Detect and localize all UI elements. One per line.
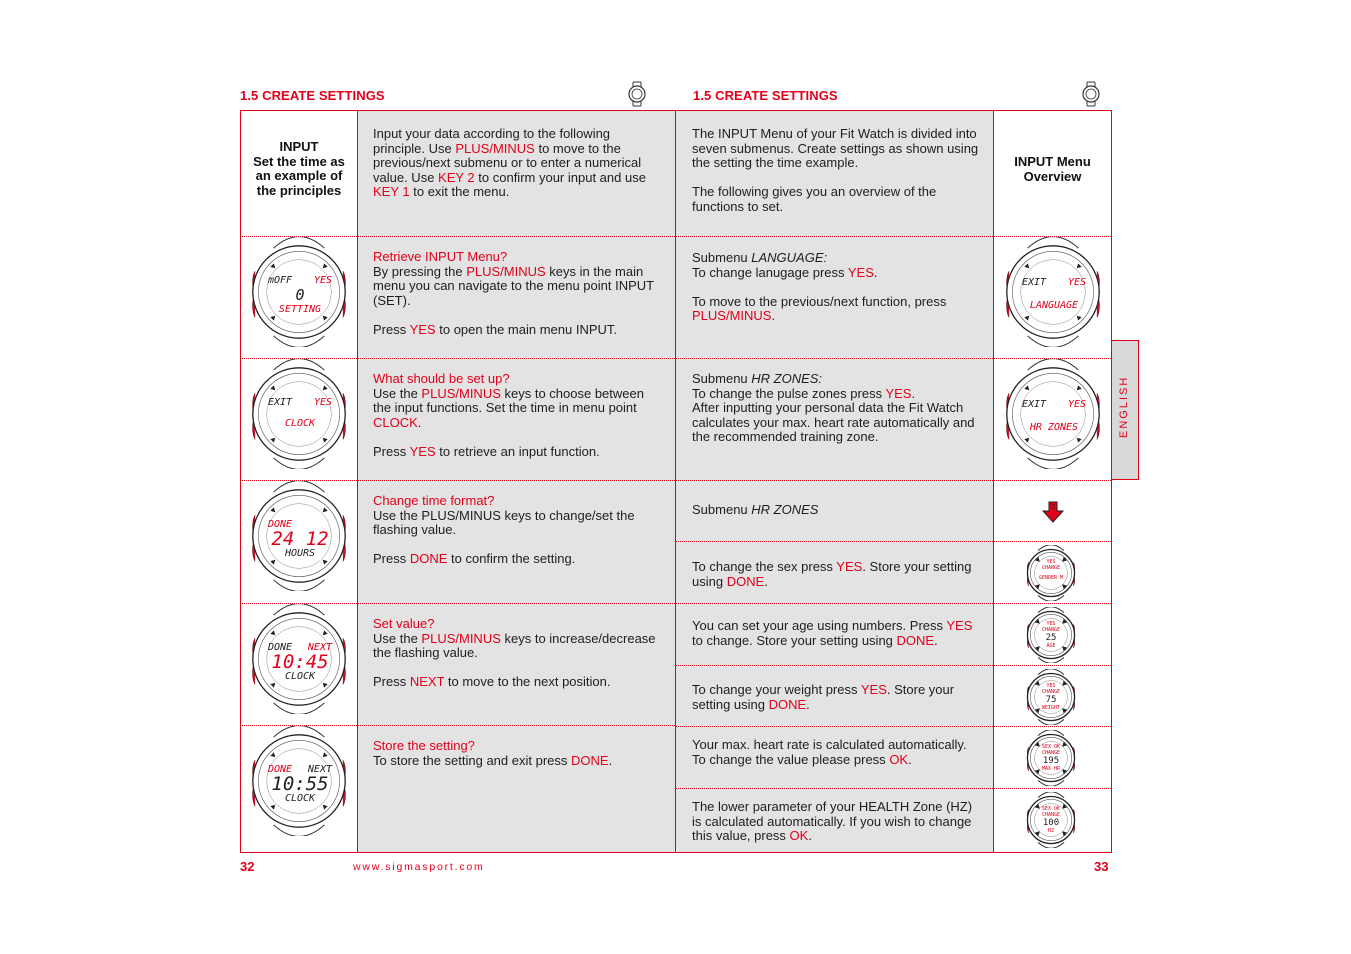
text-run: . bbox=[873, 264, 878, 280]
highlight-keyword: DONE bbox=[409, 551, 448, 567]
display-value: 0 bbox=[295, 286, 305, 304]
mini-watch-display bbox=[1036, 744, 1066, 772]
mini-display-top: YES bbox=[1046, 559, 1056, 565]
text-run: . bbox=[417, 414, 422, 430]
mini-display-bottom: AGE bbox=[1046, 643, 1056, 649]
watch-display bbox=[1022, 277, 1086, 311]
text-run: Your max. heart rate is calculated automatically. To change the value please press bbox=[692, 737, 967, 767]
mini-display-top: SEX OK bbox=[1041, 806, 1061, 812]
text-run: . bbox=[608, 752, 613, 768]
step-text bbox=[373, 494, 663, 567]
display-value: 10:45 bbox=[271, 651, 329, 673]
mini-display-line2: CHANGE bbox=[1041, 750, 1061, 756]
left-page-header: 1.5 CREATE SETTINGS bbox=[240, 88, 385, 103]
text-run: . bbox=[908, 751, 912, 767]
watch-display bbox=[268, 764, 332, 804]
display-left-label: EXIT bbox=[268, 397, 293, 408]
text-run: Press bbox=[373, 321, 410, 337]
step-title: What should be set up? bbox=[373, 371, 510, 386]
sidebar-label-input: INPUT Set the time as an example of the principles bbox=[253, 139, 345, 198]
text-run: . Store your setting using bbox=[692, 559, 972, 589]
display-right-label: YES bbox=[1067, 277, 1086, 288]
text-run: To change the sex press bbox=[692, 559, 837, 574]
mini-display-bottom: HZ bbox=[1047, 828, 1055, 834]
highlight-keyword: PLUS/MINUS bbox=[692, 308, 772, 324]
display-right-label: NEXT bbox=[307, 642, 332, 653]
text-run: . bbox=[911, 385, 916, 401]
intro-paragraph bbox=[373, 127, 663, 200]
text-run: Use the PLUS/MINUS keys to change/set the flashing value. bbox=[373, 507, 635, 538]
step-title: Set value? bbox=[373, 616, 435, 631]
mini-display-line2: CHANGE bbox=[1041, 565, 1061, 571]
mini-watch-display bbox=[1036, 559, 1066, 581]
language-tab-label: ENGLISH bbox=[1118, 375, 1130, 438]
display-bottom-label: SETTING bbox=[278, 304, 322, 315]
text-run: . bbox=[806, 696, 810, 712]
display-bottom-label: HOURS bbox=[284, 548, 316, 559]
highlight-keyword: DONE bbox=[726, 573, 765, 589]
mini-display-value: 25 bbox=[1045, 633, 1057, 643]
highlight-keyword: PLUS/MINUS bbox=[466, 263, 546, 279]
watch-illustration bbox=[244, 604, 354, 714]
mini-display-top: SEX OK bbox=[1041, 744, 1061, 750]
highlight-keyword: KEY 2 bbox=[438, 169, 475, 185]
submenu-text bbox=[692, 800, 982, 844]
display-bottom-label: LANGUAGE bbox=[1029, 300, 1079, 311]
text-run: to exit the menu. bbox=[409, 184, 510, 200]
step-text bbox=[373, 250, 663, 338]
text-run: The lower parameter of your HEALTH Zone (HZ) is calculated automatically. If you wish to change this value, press bbox=[692, 799, 973, 844]
watch-illustration bbox=[244, 726, 354, 836]
text-run: to confirm the setting. bbox=[447, 551, 576, 567]
text-run: To change the pulse zones press bbox=[692, 385, 886, 401]
watch-display bbox=[1022, 399, 1086, 433]
page-number-right: 33 bbox=[1094, 859, 1109, 874]
watch-outline-icon bbox=[627, 81, 647, 112]
highlight-keyword: DONE bbox=[768, 696, 807, 712]
mini-display-value: 195 bbox=[1042, 756, 1060, 766]
text-run: Submenu bbox=[692, 250, 752, 265]
mini-display-line2: CHANGE bbox=[1041, 627, 1061, 633]
text-run: . bbox=[764, 573, 768, 589]
text-run: to open the main menu INPUT. bbox=[435, 321, 617, 337]
text-run: Submenu bbox=[692, 371, 752, 386]
highlight-keyword: YES bbox=[885, 385, 912, 401]
mini-display-line2: CHANGE bbox=[1041, 812, 1061, 818]
mini-watch-display bbox=[1036, 621, 1066, 649]
submenu-text bbox=[692, 372, 982, 445]
highlight-keyword: OK bbox=[889, 751, 909, 767]
display-value: 10:55 bbox=[271, 773, 329, 795]
mini-display-bottom: GENDER M bbox=[1038, 575, 1064, 581]
mini-display-value: 100 bbox=[1042, 818, 1060, 828]
submenu-text bbox=[692, 560, 982, 589]
display-right-label: YES bbox=[313, 275, 332, 286]
text-run: HR ZONES: bbox=[751, 371, 823, 386]
display-left-label: DONE bbox=[268, 764, 293, 775]
highlight-keyword: YES bbox=[836, 559, 863, 574]
display-right-label: YES bbox=[1067, 399, 1086, 410]
text-run: to confirm your input and use bbox=[474, 169, 646, 185]
text-run: To change lanugage press bbox=[692, 264, 848, 280]
text-run: . Store your setting using bbox=[692, 682, 955, 712]
highlight-keyword: KEY 1 bbox=[373, 184, 410, 200]
text-run: LANGUAGE: bbox=[751, 250, 828, 265]
mini-watch-illustration bbox=[1023, 545, 1079, 601]
mini-watch-display bbox=[1036, 806, 1066, 834]
text-run: To move to the previous/next function, press bbox=[692, 293, 947, 309]
display-left-label: DONE bbox=[268, 642, 293, 653]
watch-illustration bbox=[998, 237, 1108, 347]
watch-display bbox=[268, 642, 332, 682]
display-bottom-label: CLOCK bbox=[284, 418, 316, 429]
highlight-keyword: CLOCK bbox=[373, 414, 418, 430]
mini-watch-illustration bbox=[1023, 730, 1079, 786]
text-run: to move to the previous/next submenu or to enter a numerical value. Use bbox=[373, 140, 642, 185]
mini-display-top: YES bbox=[1046, 621, 1056, 627]
highlight-keyword: OK bbox=[789, 828, 809, 844]
text-run: HR ZONES bbox=[751, 502, 819, 517]
mini-watch-display bbox=[1036, 683, 1066, 711]
step-title: Change time format? bbox=[373, 493, 495, 508]
text-run: Use the bbox=[373, 385, 422, 401]
text-run: By pressing the bbox=[373, 263, 467, 279]
step-text bbox=[373, 617, 663, 690]
text-run: to change. Store your setting using bbox=[692, 632, 897, 648]
submenu-text bbox=[692, 503, 982, 518]
highlight-keyword: YES bbox=[409, 443, 436, 459]
watch-illustration bbox=[998, 359, 1108, 469]
text-run: Submenu bbox=[692, 502, 752, 517]
highlight-keyword: PLUS/MINUS bbox=[421, 385, 501, 401]
mini-watch-illustration bbox=[1023, 607, 1079, 663]
step-title: Store the setting? bbox=[373, 738, 475, 753]
right-intro: The INPUT Menu of your Fit Watch is divided into seven submenus. Create settings as shown using the setting the time example. The following gives you an overview of the functions to set. bbox=[692, 126, 979, 214]
text-run: keys in the main menu you can navigate to the menu point INPUT (SET). bbox=[373, 263, 654, 308]
step-text bbox=[373, 739, 663, 768]
mini-display-value: 75 bbox=[1045, 695, 1057, 705]
display-left-label: DONE bbox=[268, 519, 293, 530]
text-run: To store the setting and exit press bbox=[373, 752, 571, 768]
watch-display bbox=[268, 275, 332, 315]
display-left-label: mOFF bbox=[268, 275, 293, 286]
right-page-header: 1.5 CREATE SETTINGS bbox=[693, 88, 838, 103]
submenu-text bbox=[692, 683, 982, 712]
submenu-text bbox=[692, 738, 982, 767]
text-run: keys to increase/decrease the flashing value. bbox=[373, 630, 656, 661]
highlight-keyword: PLUS/MINUS bbox=[421, 630, 501, 646]
highlight-keyword: DONE bbox=[571, 752, 609, 768]
footer-url[interactable]: www.sigmasport.com bbox=[353, 861, 485, 873]
mini-watch-illustration bbox=[1023, 792, 1079, 848]
text-run: You can set your age using numbers. Press bbox=[692, 618, 947, 633]
mini-display-line2: CHANGE bbox=[1041, 689, 1061, 695]
sidebar-label-overview: INPUT Menu Overview bbox=[1014, 154, 1091, 184]
watch-outline-icon bbox=[1081, 81, 1101, 112]
highlight-keyword: YES bbox=[946, 618, 973, 633]
watch-illustration bbox=[244, 481, 354, 591]
watch-illustration bbox=[244, 359, 354, 469]
display-right-label: NEXT bbox=[307, 764, 332, 775]
mini-display-bottom: WEIGHT bbox=[1041, 705, 1061, 711]
highlight-keyword: NEXT bbox=[409, 674, 445, 690]
mini-watch-illustration bbox=[1023, 669, 1079, 725]
display-value bbox=[268, 408, 332, 418]
step-title: Retrieve INPUT Menu? bbox=[373, 249, 508, 264]
text-run: . bbox=[808, 828, 812, 844]
watch-display bbox=[268, 397, 332, 429]
mini-display-top: YES bbox=[1046, 683, 1056, 689]
display-right-label: YES bbox=[313, 397, 332, 408]
highlight-keyword: YES bbox=[847, 264, 874, 280]
text-run: Press bbox=[373, 674, 410, 690]
display-bottom-label: CLOCK bbox=[284, 671, 316, 682]
submenu-text bbox=[692, 619, 982, 648]
text-run: Press bbox=[373, 551, 410, 567]
highlight-keyword: DONE bbox=[896, 632, 935, 648]
text-run: . bbox=[771, 308, 776, 324]
down-arrow-icon bbox=[1042, 501, 1064, 528]
text-run: Use the bbox=[373, 630, 422, 646]
highlight-keyword: YES bbox=[409, 321, 436, 337]
display-bottom-label: CLOCK bbox=[284, 793, 316, 804]
watch-illustration bbox=[244, 237, 354, 347]
text-run: Input your data according to the following principle. Use bbox=[373, 126, 611, 156]
page-number-left: 32 bbox=[240, 859, 255, 874]
text-run: To change your weight press bbox=[692, 682, 861, 697]
submenu-text bbox=[692, 251, 982, 324]
text-run: . bbox=[934, 632, 938, 648]
display-left-label: EXIT bbox=[1022, 277, 1047, 288]
watch-display bbox=[268, 519, 332, 559]
text-run: After inputting your personal data the Fit Watch calculates your max. heart rate automatically and the recommended training zone. bbox=[692, 400, 975, 445]
highlight-keyword: YES bbox=[860, 682, 887, 697]
text-run: Press bbox=[373, 443, 410, 459]
text-run: to retrieve an input function. bbox=[435, 443, 600, 459]
display-left-label: EXIT bbox=[1022, 399, 1047, 410]
text-run: to move to the next position. bbox=[444, 674, 611, 690]
step-text bbox=[373, 372, 663, 460]
display-bottom-label: HR ZONES bbox=[1029, 422, 1079, 433]
display-value: 24 12 bbox=[271, 528, 329, 550]
mini-display-bottom: MAX HR bbox=[1041, 766, 1061, 772]
text-run: keys to choose between the input functions. Set the time in menu point bbox=[373, 385, 644, 416]
highlight-keyword: PLUS/MINUS bbox=[455, 140, 535, 156]
